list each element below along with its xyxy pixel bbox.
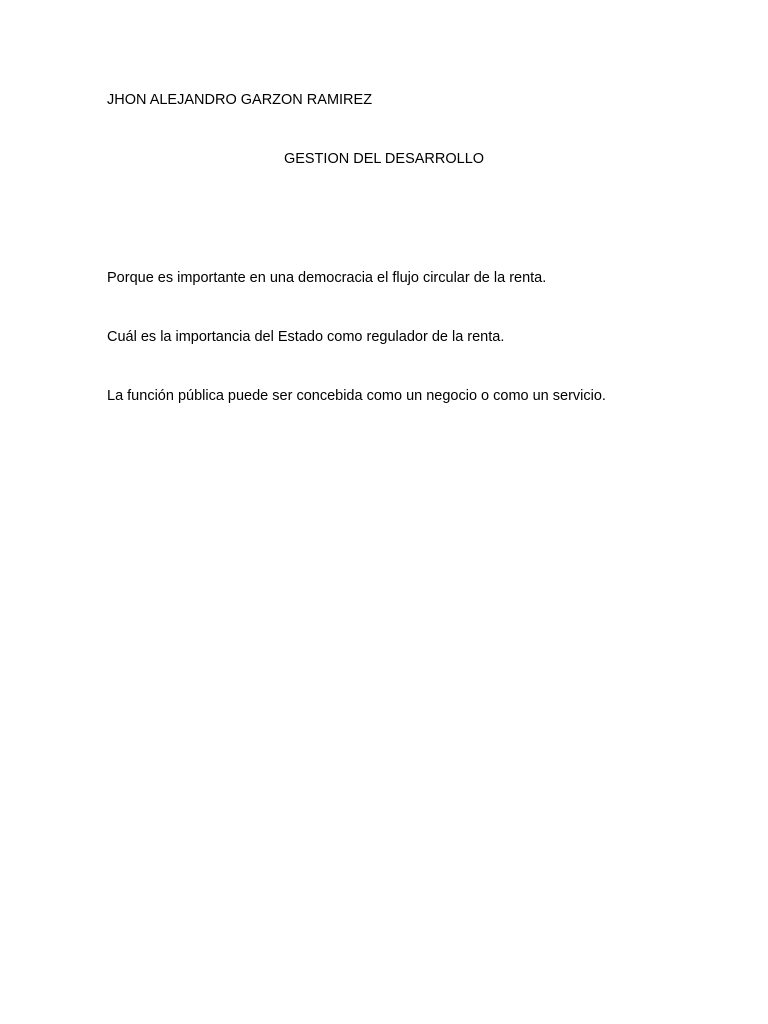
question-2: Cuál es la importancia del Estado como regulador de la renta. <box>107 329 505 345</box>
document-title: GESTION DEL DESARROLLO <box>283 151 485 167</box>
author-name: JHON ALEJANDRO GARZON RAMIREZ <box>107 92 373 108</box>
question-3: La función pública puede ser concebida como un negocio o como un servicio. <box>107 388 606 404</box>
question-1: Porque es importante en una democracia el flujo circular de la renta. <box>107 270 547 286</box>
